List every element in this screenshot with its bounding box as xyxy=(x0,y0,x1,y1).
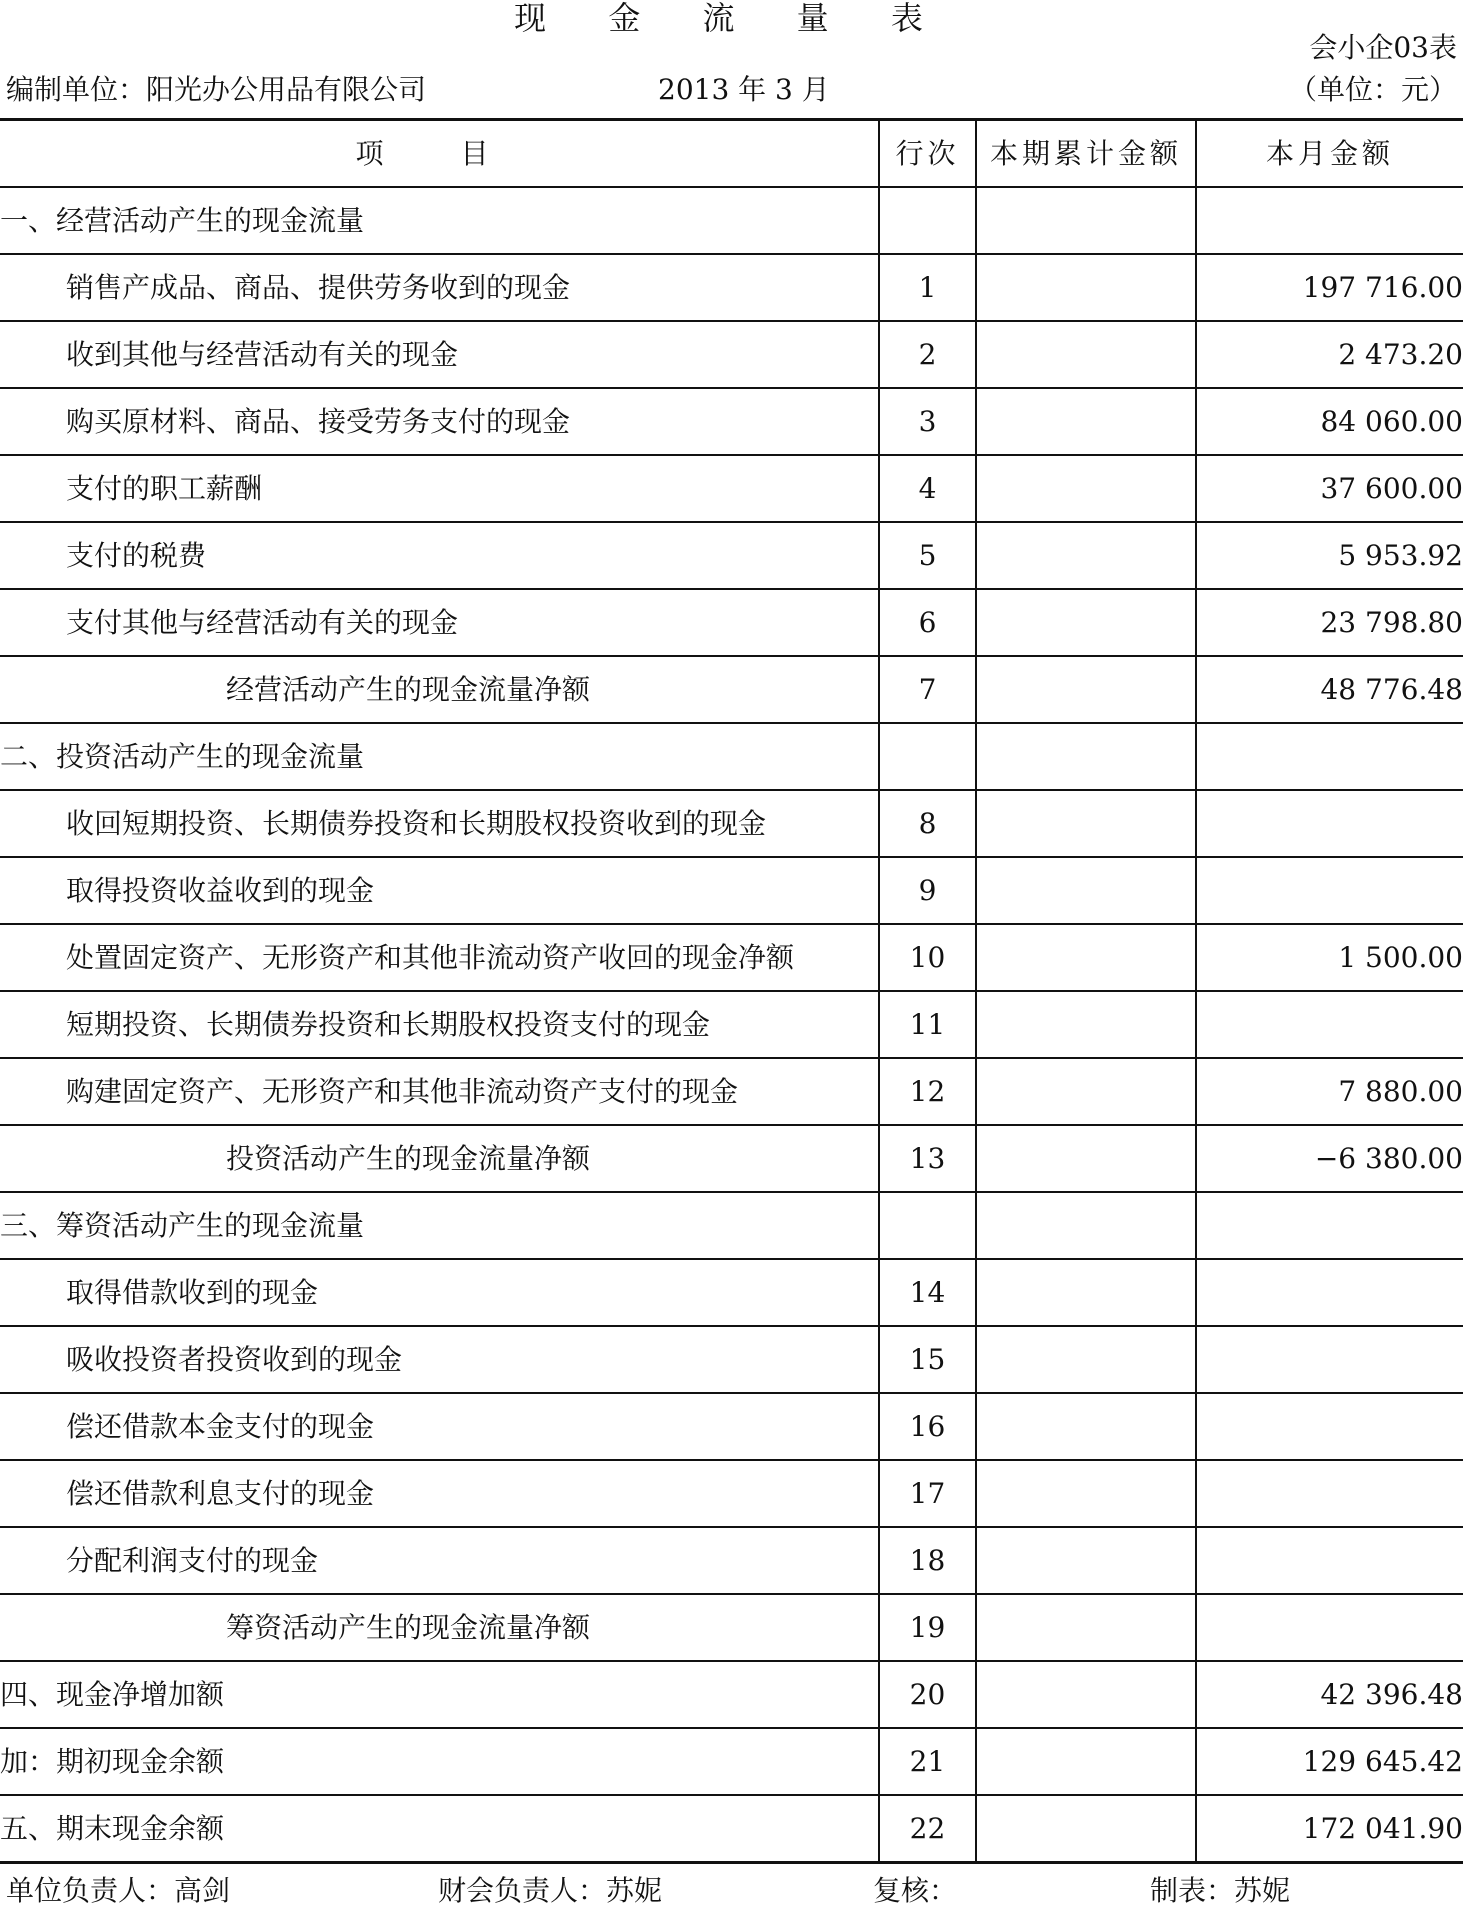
row-item: 加：期初现金余额 xyxy=(0,1728,879,1795)
table-row xyxy=(0,790,1463,857)
row-line-no: 12 xyxy=(879,1058,976,1125)
row-amount: 84 060.00 xyxy=(1196,388,1463,455)
row-line-no: 13 xyxy=(879,1125,976,1192)
row-amount xyxy=(1196,991,1463,1058)
row-cumulative xyxy=(976,723,1196,790)
row-amount xyxy=(1196,1527,1463,1594)
table-row xyxy=(0,723,1463,790)
row-amount xyxy=(1196,1460,1463,1527)
row-item: 支付的税费 xyxy=(0,522,879,589)
row-cumulative xyxy=(976,1326,1196,1393)
row-amount xyxy=(1196,790,1463,857)
row-item: 三、筹资活动产生的现金流量 xyxy=(0,1192,879,1259)
row-cumulative xyxy=(976,1058,1196,1125)
row-cumulative xyxy=(976,455,1196,522)
column-header-current-month: 本月金额 xyxy=(1196,120,1463,188)
row-cumulative xyxy=(976,1259,1196,1326)
row-item: 偿还借款利息支付的现金 xyxy=(0,1460,879,1527)
row-line-no: 3 xyxy=(879,388,976,455)
row-amount: 129 645.42 xyxy=(1196,1728,1463,1795)
row-item: 处置固定资产、无形资产和其他非流动资产收回的现金净额 xyxy=(0,924,879,991)
row-line-no: 9 xyxy=(879,857,976,924)
cash-flow-table xyxy=(0,118,1463,1864)
row-amount: 2 473.20 xyxy=(1196,321,1463,388)
row-item: 二、投资活动产生的现金流量 xyxy=(0,723,879,790)
row-cumulative xyxy=(976,522,1196,589)
table-row xyxy=(0,1125,1463,1192)
table-row xyxy=(0,1326,1463,1393)
row-line-no: 10 xyxy=(879,924,976,991)
row-item: 购买原材料、商品、接受劳务支付的现金 xyxy=(0,388,879,455)
row-cumulative xyxy=(976,991,1196,1058)
unit-head-signature: 单位负责人：高剑 xyxy=(6,1874,231,1907)
row-item: 一、经营活动产生的现金流量 xyxy=(0,187,879,254)
table-row xyxy=(0,857,1463,924)
row-amount xyxy=(1196,1259,1463,1326)
table-row xyxy=(0,1594,1463,1661)
row-amount: 172 041.90 xyxy=(1196,1795,1463,1863)
row-amount xyxy=(1196,857,1463,924)
row-cumulative xyxy=(976,388,1196,455)
table-row xyxy=(0,1795,1463,1863)
table-row xyxy=(0,254,1463,321)
row-amount xyxy=(1196,1326,1463,1393)
row-cumulative xyxy=(976,790,1196,857)
row-cumulative xyxy=(976,1125,1196,1192)
column-header-item: 项 目 xyxy=(0,120,879,188)
row-line-no: 2 xyxy=(879,321,976,388)
table-row xyxy=(0,1058,1463,1125)
row-line-no: 8 xyxy=(879,790,976,857)
row-amount: 197 716.00 xyxy=(1196,254,1463,321)
row-cumulative xyxy=(976,1527,1196,1594)
row-item: 购建固定资产、无形资产和其他非流动资产支付的现金 xyxy=(0,1058,879,1125)
row-item: 销售产成品、商品、提供劳务收到的现金 xyxy=(0,254,879,321)
table-row xyxy=(0,1527,1463,1594)
row-cumulative xyxy=(976,857,1196,924)
row-item: 短期投资、长期债券投资和长期股权投资支付的现金 xyxy=(0,991,879,1058)
table-row xyxy=(0,455,1463,522)
table-header-row xyxy=(0,120,1463,188)
row-item: 分配利润支付的现金 xyxy=(0,1527,879,1594)
row-cumulative xyxy=(976,254,1196,321)
row-line-no: 1 xyxy=(879,254,976,321)
row-amount: 7 880.00 xyxy=(1196,1058,1463,1125)
row-cumulative xyxy=(976,321,1196,388)
row-line-no: 15 xyxy=(879,1326,976,1393)
row-line-no xyxy=(879,187,976,254)
row-item: 经营活动产生的现金流量净额 xyxy=(0,656,879,723)
report-title: 现 金 流 量 表 xyxy=(514,0,949,37)
row-cumulative xyxy=(976,187,1196,254)
row-item: 支付的职工薪酬 xyxy=(0,455,879,522)
row-amount: 5 953.92 xyxy=(1196,522,1463,589)
row-amount xyxy=(1196,187,1463,254)
table-row xyxy=(0,321,1463,388)
table-row xyxy=(0,656,1463,723)
reviewer-signature: 复核： xyxy=(873,1874,958,1907)
table-row xyxy=(0,1259,1463,1326)
row-line-no: 21 xyxy=(879,1728,976,1795)
row-item: 偿还借款本金支付的现金 xyxy=(0,1393,879,1460)
table-row xyxy=(0,187,1463,254)
column-header-line-no: 行次 xyxy=(879,120,976,188)
row-cumulative xyxy=(976,589,1196,656)
row-line-no: 19 xyxy=(879,1594,976,1661)
row-item: 吸收投资者投资收到的现金 xyxy=(0,1326,879,1393)
row-line-no: 5 xyxy=(879,522,976,589)
table-row xyxy=(0,924,1463,991)
table-row xyxy=(0,991,1463,1058)
row-item: 五、期末现金余额 xyxy=(0,1795,879,1863)
row-line-no: 20 xyxy=(879,1661,976,1728)
currency-unit: （单位：元） xyxy=(1288,73,1457,106)
row-amount xyxy=(1196,723,1463,790)
row-line-no: 11 xyxy=(879,991,976,1058)
row-cumulative xyxy=(976,656,1196,723)
row-line-no: 6 xyxy=(879,589,976,656)
row-cumulative xyxy=(976,1192,1196,1259)
row-cumulative xyxy=(976,1460,1196,1527)
row-item: 收回短期投资、长期债券投资和长期股权投资收到的现金 xyxy=(0,790,879,857)
table-row xyxy=(0,388,1463,455)
table-row xyxy=(0,1192,1463,1259)
row-amount: 48 776.48 xyxy=(1196,656,1463,723)
row-line-no xyxy=(879,723,976,790)
row-cumulative xyxy=(976,1661,1196,1728)
row-item: 收到其他与经营活动有关的现金 xyxy=(0,321,879,388)
row-line-no: 17 xyxy=(879,1460,976,1527)
table-row xyxy=(0,1661,1463,1728)
row-cumulative xyxy=(976,1594,1196,1661)
table-row xyxy=(0,1728,1463,1795)
row-amount: 42 396.48 xyxy=(1196,1661,1463,1728)
row-line-no xyxy=(879,1192,976,1259)
row-cumulative xyxy=(976,1795,1196,1863)
table-row xyxy=(0,589,1463,656)
row-line-no: 22 xyxy=(879,1795,976,1863)
row-cumulative xyxy=(976,1728,1196,1795)
row-amount: −6 380.00 xyxy=(1196,1125,1463,1192)
report-period: 2013 年 3 月 xyxy=(658,73,830,106)
row-item: 四、现金净增加额 xyxy=(0,1661,879,1728)
preparer-signature: 制表：苏妮 xyxy=(1150,1874,1291,1907)
row-item: 支付其他与经营活动有关的现金 xyxy=(0,589,879,656)
row-line-no: 16 xyxy=(879,1393,976,1460)
row-item: 取得投资收益收到的现金 xyxy=(0,857,879,924)
row-amount xyxy=(1196,1393,1463,1460)
form-code: 会小企03表 xyxy=(1309,31,1457,64)
row-cumulative xyxy=(976,1393,1196,1460)
row-amount: 1 500.00 xyxy=(1196,924,1463,991)
table-row xyxy=(0,1460,1463,1527)
company-name: 编制单位：阳光办公用品有限公司 xyxy=(6,73,427,106)
row-amount xyxy=(1196,1594,1463,1661)
accounting-head-signature: 财会负责人：苏妮 xyxy=(438,1874,663,1907)
row-item: 筹资活动产生的现金流量净额 xyxy=(0,1594,879,1661)
row-amount: 23 798.80 xyxy=(1196,589,1463,656)
table-row xyxy=(0,1393,1463,1460)
row-cumulative xyxy=(976,924,1196,991)
column-header-cumulative: 本期累计金额 xyxy=(976,120,1196,188)
row-line-no: 18 xyxy=(879,1527,976,1594)
row-amount xyxy=(1196,1192,1463,1259)
row-item: 取得借款收到的现金 xyxy=(0,1259,879,1326)
table-row xyxy=(0,522,1463,589)
row-line-no: 7 xyxy=(879,656,976,723)
row-line-no: 4 xyxy=(879,455,976,522)
row-amount: 37 600.00 xyxy=(1196,455,1463,522)
row-line-no: 14 xyxy=(879,1259,976,1326)
row-item: 投资活动产生的现金流量净额 xyxy=(0,1125,879,1192)
